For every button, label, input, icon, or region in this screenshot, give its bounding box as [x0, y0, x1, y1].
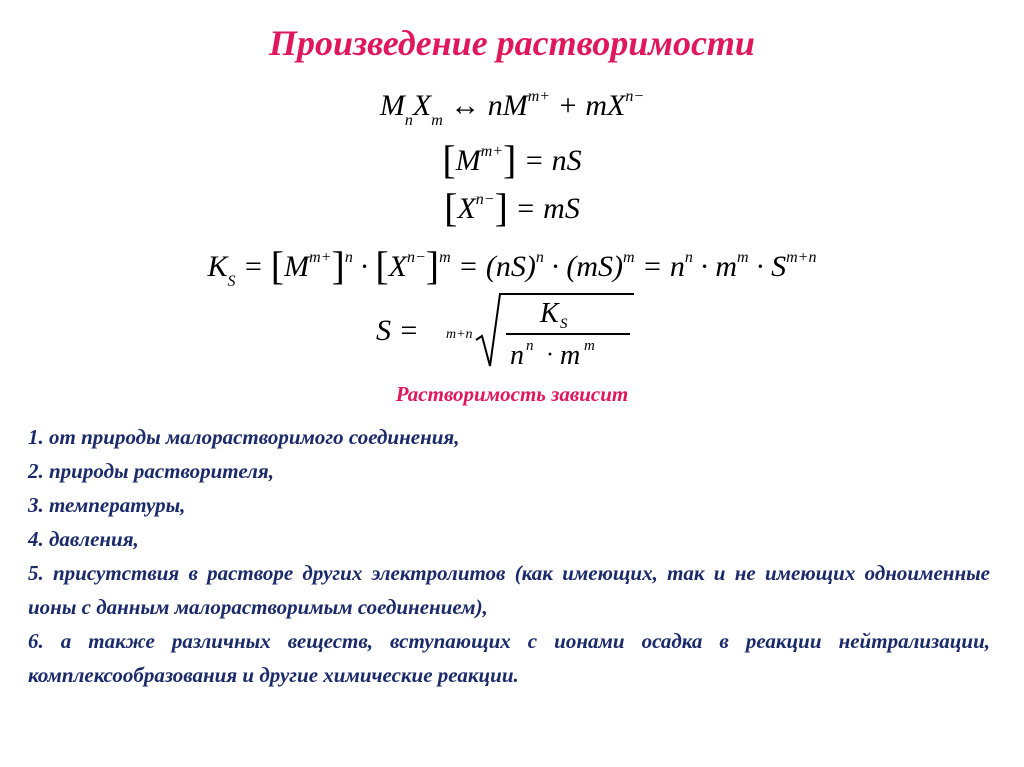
- root-formula-graphic: [372, 288, 642, 372]
- solubility-root-formula: [372, 288, 642, 372]
- list-item: 6. а также различных веществ, вступающих с ионами осадка в реакции нейтрализации, комплексообразования и другие химические реакции.: [28, 629, 990, 687]
- svg-text:n: n: [510, 340, 524, 371]
- cation-concentration-formula: $[M^{m+}]$ = nS: [442, 137, 582, 182]
- svg-text:S: S: [560, 316, 568, 332]
- list-item: 5. присутствия в растворе других электролитов (как имеющих, так и не имеющих одноименные ионы с данным малорастворимым соединением),: [28, 561, 990, 619]
- svg-text:S =: S =: [376, 314, 419, 347]
- anion-concentration-formula: $[X^{n-}]$ = mS: [444, 185, 580, 230]
- list-item: 1. от природы малорастворимого соединения,: [28, 425, 460, 449]
- solubility-product-formula: $K_S = [M^{m+}]^n \cdot [X^{n-}]^m = (nS)^n \cdot (mS)^m = n^n \cdot m^m \cdot S^{m+n}$: [207, 243, 817, 290]
- factors-heading: Растворимость зависит: [395, 382, 629, 406]
- list-item: 3. температуры,: [28, 493, 186, 517]
- list-item: 2. природы растворителя,: [28, 459, 274, 483]
- factors-list: [28, 420, 990, 692]
- svg-text:·: ·: [546, 342, 554, 368]
- svg-text:m: m: [560, 340, 581, 371]
- svg-text:m+n: m+n: [446, 327, 473, 342]
- equilibrium-equation: $M_nX_m$ ↔ $nM^{m+} + mX^{n-}$: [379, 88, 645, 129]
- list-item: 4. давления,: [28, 527, 139, 551]
- svg-text:m: m: [584, 338, 595, 354]
- slide-title: Произведение растворимости: [269, 23, 755, 63]
- svg-text:n: n: [526, 338, 534, 354]
- svg-text:K: K: [540, 298, 559, 329]
